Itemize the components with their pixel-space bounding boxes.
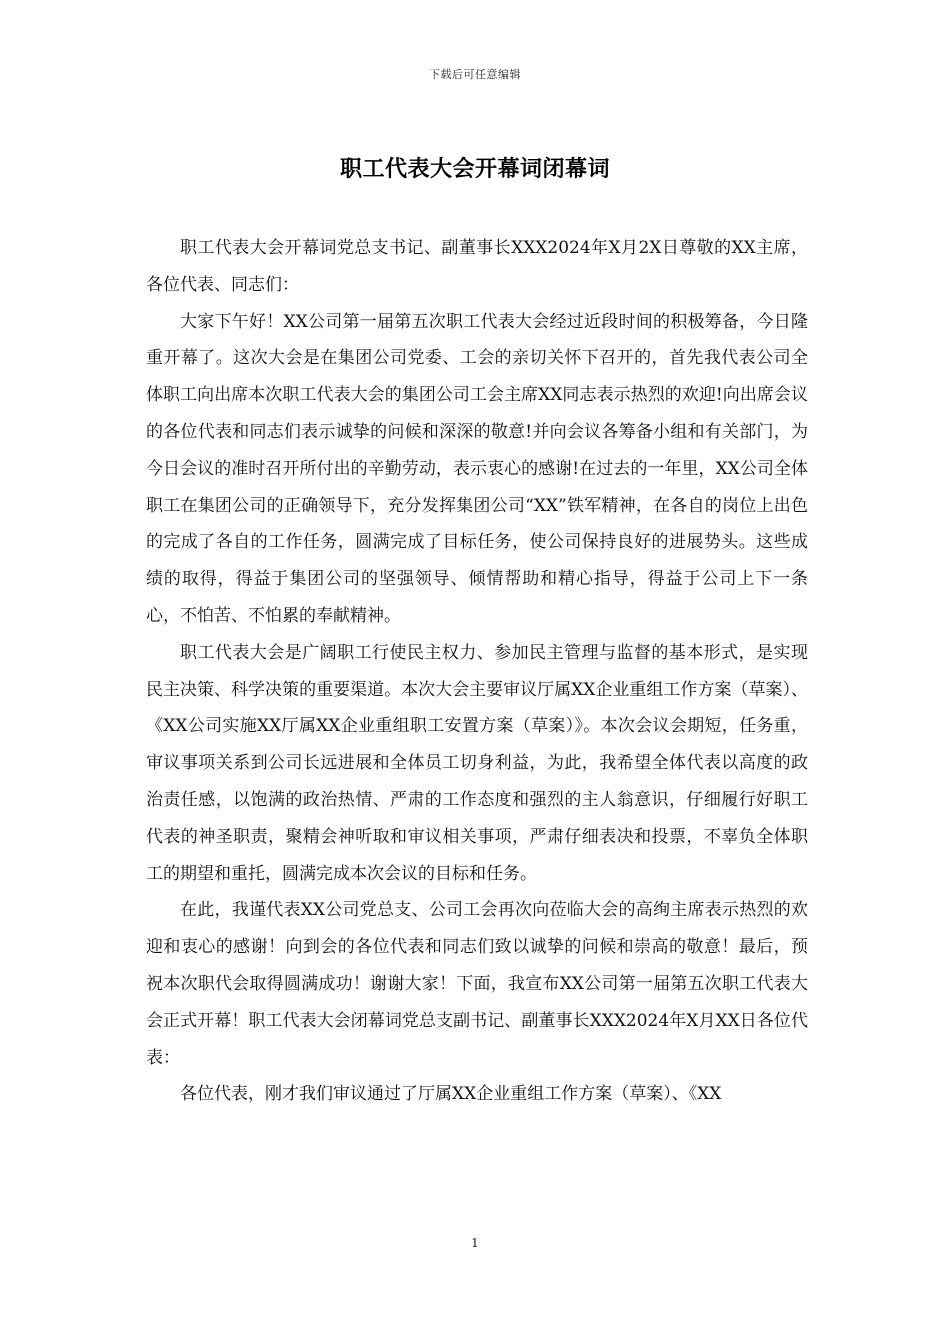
paragraph-greeting: 大家下午好！XX公司第一届第五次职工代表大会经过近段时间的积极筹备，今日隆重开幕了。这次大会是在集团公司党委、工会的亲切关怀下召开的，首先我代表公司全体职工向出席本次职工代表大会的集团公司工会主席XX同志表示热烈的欢迎!向出席会议的各位代表和同志们表示诚挚的问候和深深的敬意!并向会议各筹备小组和有关部门，为今日会议的准时召开所付出的辛勤劳动，表示衷心的感谢!在过去的一年里，XX公司全体职工在集团公司的正确领导下，充分发挥集团公司“XX”铁军精神，在各自的岗位上出色的完成了各自的工作任务，圆满完成了目标任务，使公司保持良好的进展势头。这些成绩的取得，得益于集团公司的坚强领导、倾情帮助和精心指导，得益于公司上下一条心，不怕苦、不怕累的奉献精神。 [146,311,808,626]
paragraph-opening: 职工代表大会开幕词党总支书记、副董事长XXX2024年X月2X日尊敬的XX主席，各位代表、同志们： [146,238,808,295]
paragraph-continuation: 各位代表，刚才我们审议通过了厅属XX企业重组工作方案（草案）、《XX [180,1084,722,1105]
document-body [146,230,808,1113]
page-number: 1 [471,1236,479,1250]
document-title: 职工代表大会开幕词闭幕词 [339,156,610,182]
paragraph-closing: 在此，我谨代表XX公司党总支、公司工会再次向莅临大会的高绚主席表示热烈的欢迎和衷心的感谢！向到会的各位代表和同志们致以诚挚的问候和崇高的敬意！最后，预祝本次职代会取得圆满成功！谢谢大家！下面，我宣布XX公司第一届第五次职工代表大会正式开幕！职工代表大会闭幕词党总支副书记、副董事长XXX2024年X月XX日各位代表： [146,900,808,1068]
page-header-note: 下载后可任意编辑 [429,68,521,81]
paragraph-purpose: 职工代表大会是广阔职工行使民主权力、参加民主管理与监督的基本形式，是实现民主决策、科学决策的重要渠道。本次大会主要审议厅属XX企业重组工作方案（草案）、《XX公司实施XX厅属XX企业重组职工安置方案（草案）》。本次会议会期短，任务重，审议事项关系到公司长远进展和全体员工切身利益，为此，我希望全体代表以高度的政治责任感，以饱满的政治热情、严肃的工作态度和强烈的主人翁意识，仔细履行好职工代表的神圣职责，聚精会神听取和审议相关事项，严肃仔细表决和投票，不辜负全体职工的期望和重托，圆满完成本次会议的目标和任务。 [146,642,808,884]
